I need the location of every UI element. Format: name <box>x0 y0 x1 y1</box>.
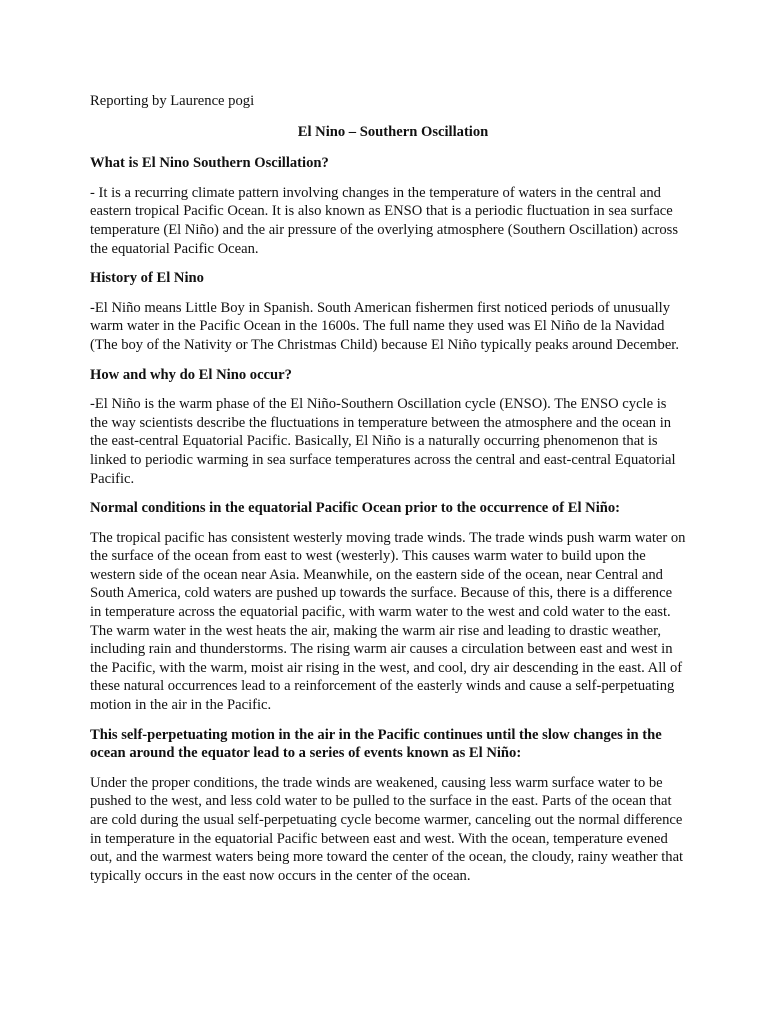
section-heading-self-perpetuating: This self-perpetuating motion in the air in the Pacific continues until the slow changes in the ocean around the equator lead to a series of events known as El Niño: <box>90 726 662 762</box>
section-heading-normal-conditions: Normal conditions in the equatorial Pacific Ocean prior to the occurrence of El Niño: <box>90 500 621 517</box>
document-title: El Nino – Southern Oscillation <box>297 123 489 140</box>
section-body-history: -El Niño means Little Boy in Spanish. South American fishermen first noticed periods of unusually warm water in the Pacific Ocean in the 1600s. The full name they used was El Niño de la Navidad (The boy of the Nativity or The Christmas Child) because El Niño typically peaks around December. <box>90 299 680 353</box>
section-body-how-why: -El Niño is the warm phase of the El Niño-Southern Oscillation cycle (ENSO). The ENSO cycle is the way scientists describe the fluctuations in temperature between the atmosphere and the ocean in the east-central Equatorial Pacific. Basically, El Niño is a naturally occurring phenomenon that is linked to periodic warming in sea surface temperatures across the central and east-central Equatorial Pacific. <box>90 396 676 487</box>
section-heading-how-why: How and why do El Nino occur? <box>90 366 292 383</box>
document-body <box>90 92 686 896</box>
byline: Reporting by Laurence pogi <box>90 93 255 109</box>
section-body-what-is-enso: - It is a recurring climate pattern involving changes in the temperature of waters in the central and eastern tropical Pacific Ocean. It is also known as ENSO that is a periodic fluctuation in sea surface temperature (El Niño) and the air pressure of the overlying atmosphere (Southern Oscillation) across the equatorial Pacific Ocean. <box>90 184 679 257</box>
section-body-normal-conditions: The tropical pacific has consistent westerly moving trade winds. The trade winds push warm water on the surface of the ocean from east to west (westerly). This causes warm water to build upon the western side of the ocean near Asia. Meanwhile, on the eastern side of the ocean, near Central and South America, cold waters are pushed up towards the surface. Because of this, there is a difference in temperature across the equatorial pacific, with warm water to the west and cold water to the east. The warm water in the west heats the air, making the warm air rise and leading to drastic weather, including rain and thunderstorms. The rising warm air causes a circulation between east and west in the Pacific, with the warm, moist air rising in the west, and cool, dry air descending in the east. All of these natural occurrences lead to a reinforcement of the easterly winds and cause a self-perpetuating motion in the air in the Pacific. <box>90 529 686 714</box>
section-heading-history: History of El Nino <box>90 270 204 287</box>
section-body-self-perpetuating: Under the proper conditions, the trade winds are weakened, causing less warm surface water to be pushed to the west, and less cold water to be pulled to the surface in the east. Parts of the ocean that are cold during the usual self-perpetuating cycle become warmer, canceling out the normal difference in temperature in the equatorial Pacific between east and west. With the ocean, temperature evened out, and the warmest waters being more toward the center of the ocean, the cloudy, rainy weather that typically occurs in the east now occurs in the center of the ocean. <box>90 774 684 884</box>
section-heading-what-is-enso: What is El Nino Southern Oscillation? <box>90 155 329 172</box>
